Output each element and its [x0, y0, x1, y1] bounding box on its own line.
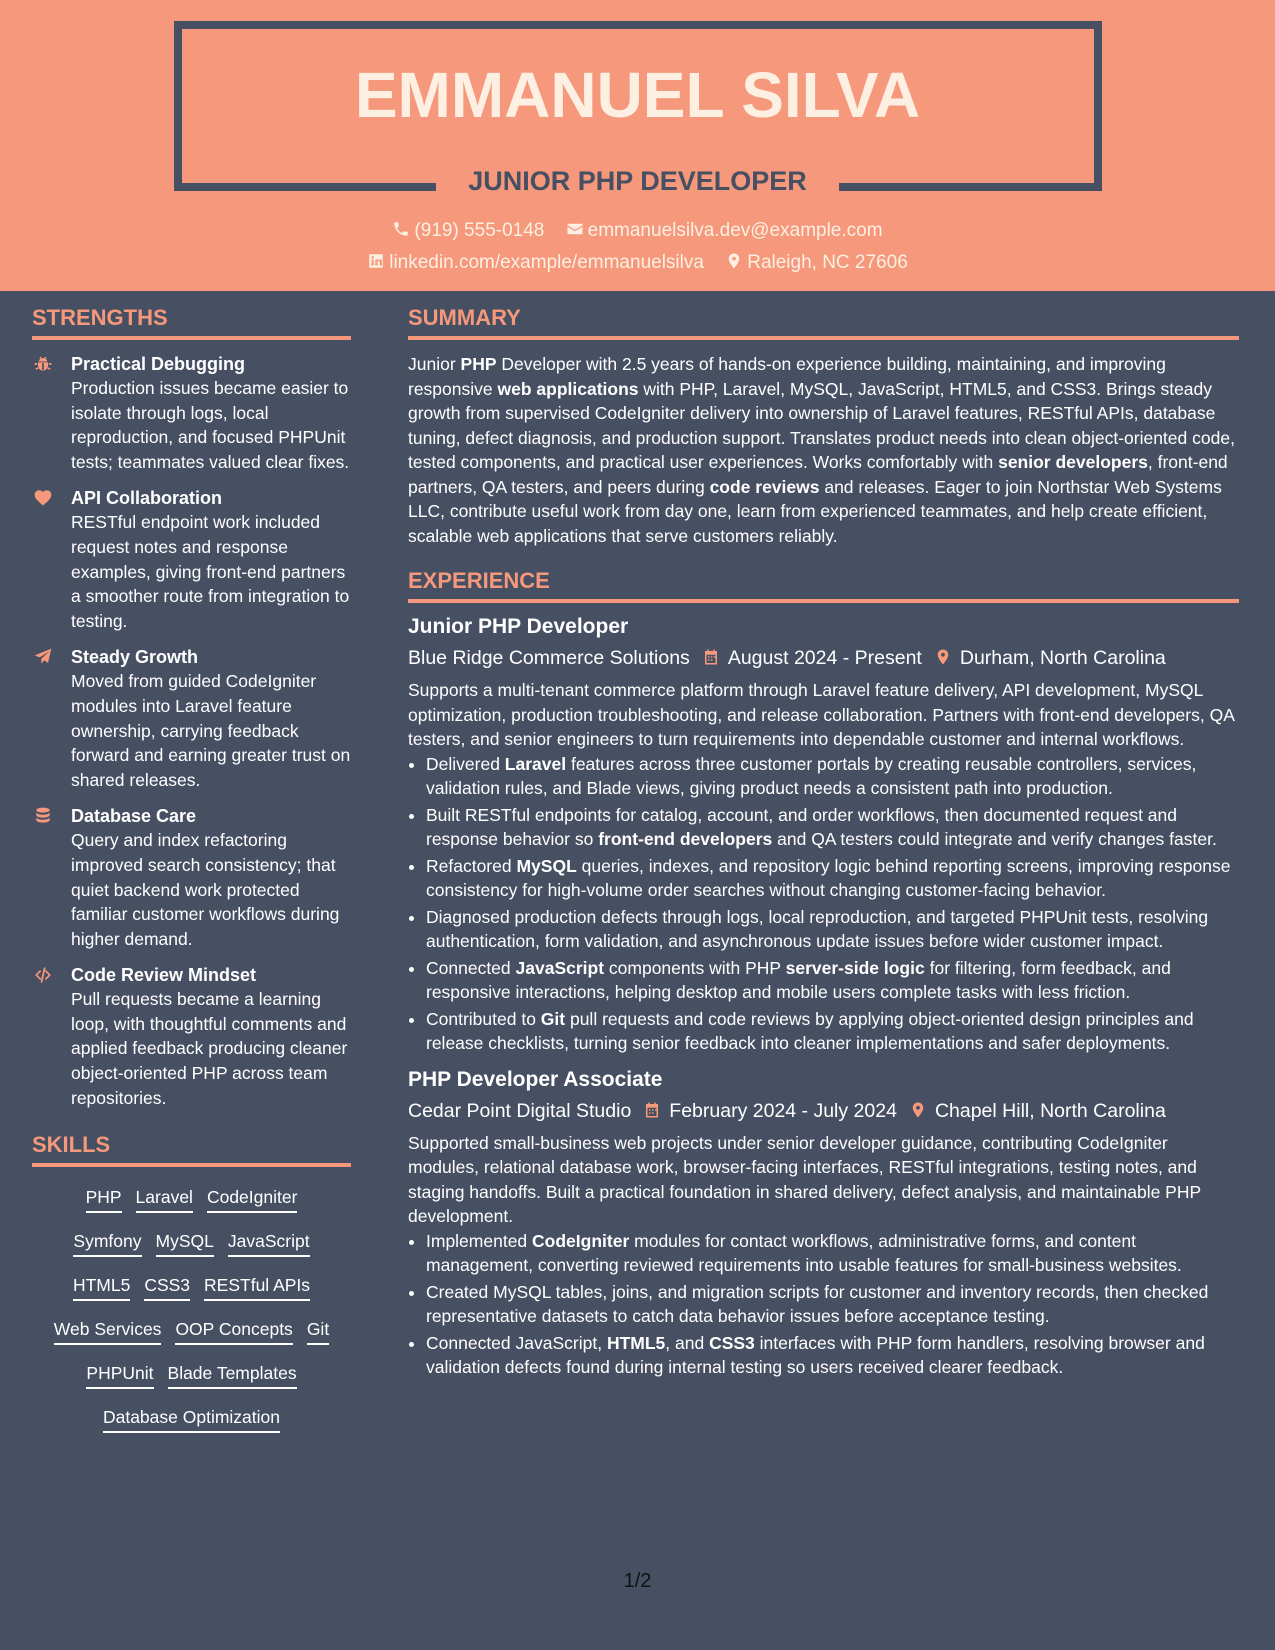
bullet-item: • Refactored MySQL queries, indexes, and repository logic behind reporting screens, improving response consistency for high-volume order searches without changing customer-facing behavior.: [426, 854, 1239, 903]
calendar-icon: [643, 1100, 661, 1120]
job-meta: [408, 1100, 1239, 1123]
strength-title: Practical Debugging: [71, 354, 246, 374]
database-icon: [32, 806, 54, 826]
skill-tag: CSS3: [144, 1273, 190, 1301]
contact-row-2: [0, 252, 1275, 274]
strength-desc: RESTful endpoint work included request notes and response examples, giving front-end partners a smoother route from integration to testing.: [71, 512, 350, 631]
strength-desc: Query and index refactoring improved search consistency; that quiet backend work protected familiar customer workflows during higher demand.: [71, 830, 340, 949]
job-entry: [408, 1068, 1239, 1380]
location-item: [725, 252, 908, 274]
bullet-item: • Delivered Laravel features across three customer portals by creating reusable controllers, services, validation rules, and Blade views, giving product needs a consistent path into production.: [426, 752, 1239, 801]
phone-icon: [392, 220, 410, 238]
email-text[interactable]: emmanuelsilva.dev@example.com: [587, 220, 883, 241]
strength-item: [32, 645, 351, 792]
paper-plane-icon: [32, 647, 54, 667]
linkedin-icon: [367, 252, 385, 270]
skill-tag: Laravel: [136, 1185, 193, 1213]
skill-tag: Blade Templates: [168, 1361, 297, 1389]
strength-desc: Production issues became easier to isolate through logs, local reproduction, and focused PHPUnit tests; teammates valued clear fixes.: [71, 378, 350, 472]
skill-tag: RESTful APIs: [204, 1273, 310, 1301]
strength-item: [32, 963, 351, 1110]
summary-heading: SUMMARY: [408, 305, 1239, 340]
job-description: Supported small-business web projects under senior developer guidance, contributing CodeIgniter modules, relational database work, browser-facing interfaces, RESTful integrations, testing notes, and staging handoffs. Built a practical foundation in shared delivery, defect analysis, and maintainable PHP development.: [408, 1132, 1201, 1226]
strength-desc: Moved from guided CodeIgniter modules into Laravel feature ownership, carrying feedback forward and earning greater trust on shared releases.: [71, 671, 351, 790]
map-pin-icon: [725, 252, 743, 270]
job-title: JUNIOR PHP DEVELOPER: [468, 166, 807, 196]
email-item[interactable]: [566, 220, 883, 242]
header-banner: [0, 0, 1275, 291]
skill-tag: Git: [307, 1317, 329, 1345]
heart-icon: [32, 488, 54, 508]
linkedin-text[interactable]: linkedin.com/example/emmanuelsilva: [389, 252, 704, 273]
skill-tag: MySQL: [156, 1229, 214, 1257]
job-title-line: PHP Developer Associate: [408, 1067, 663, 1091]
skill-tag: Database Optimization: [103, 1405, 280, 1433]
bug-icon: [32, 354, 54, 374]
strength-item: [32, 486, 351, 633]
job-title-line: Junior PHP Developer: [408, 615, 629, 638]
job-bullets: [426, 1229, 1239, 1380]
job-dates: February 2024 - July 2024: [669, 1099, 897, 1122]
phone-item: [392, 220, 544, 242]
bullet-item: • Built RESTful endpoints for catalog, account, and order workflows, then documented request and response behavior so front-end developers and QA testers could integrate and verify changes faster.: [426, 803, 1239, 852]
bullet-item: • Connected JavaScript components with PHP server-side logic for filtering, form feedback, and responsive interactions, helping desktop and mobile users complete tasks with less friction.: [426, 956, 1239, 1005]
bullet-item: • Created MySQL tables, joins, and migration scripts for customer and inventory records, then checked representative datasets to catch data behavior issues before acceptance testing.: [426, 1280, 1239, 1329]
bullet-item: • Implemented CodeIgniter modules for contact workflows, administrative forms, and content management, converting reviewed requirements into usable features for small-business websites.: [426, 1229, 1239, 1278]
job-location: Chapel Hill, North Carolina: [934, 1099, 1166, 1122]
right-column: [408, 305, 1239, 1392]
bullet-item: • Diagnosed production defects through logs, local reproduction, and targeted PHPUnit tests, resolving authentication, form validation, and asynchronous update issues before wider customer impact.: [426, 905, 1239, 954]
strength-title: Steady Growth: [71, 647, 199, 668]
linkedin-item[interactable]: [367, 252, 704, 274]
location-text: Raleigh, NC 27606: [747, 252, 908, 273]
map-pin-icon: [909, 1100, 927, 1120]
phone-text: (919) 555-0148: [414, 220, 545, 241]
map-pin-icon: [934, 647, 952, 667]
summary-text: Junior PHP Developer with 2.5 years of hands-on experience building, maintaining, and improving responsive web applications with PHP, Laravel, MySQL, JavaScript, HTML5, and CSS3. Brings steady growth from supervised CodeIgniter delivery into ownership of Laravel features, RESTful APIs, database tuning, defect diagnosis, and production support. Translates product needs into clean object-oriented code, tested components, and practical user experiences. Works comfortably with senior developers, front-end partners, QA testers, and peers during code reviews and releases. Eager to join Northstar Web Systems LLC, contribute useful work from day one, learn from experienced teammates, and help create efficient, scalable web applications that serve customers reliably.: [408, 354, 1235, 546]
skill-tag: PHPUnit: [86, 1361, 153, 1389]
skill-tag: Symfony: [73, 1229, 141, 1257]
page-number: 1/2: [623, 1570, 652, 1592]
job-bullets: [426, 752, 1239, 1056]
skill-tag: CodeIgniter: [207, 1185, 297, 1213]
skills-list: [32, 1185, 351, 1449]
strengths-heading: STRENGTHS: [32, 305, 351, 340]
strength-title: Code Review Mindset: [71, 965, 257, 986]
job-description: Supports a multi-tenant commerce platform through Laravel feature delivery, API development, MySQL optimization, production troubleshooting, and release collaboration. Partners with front-end developers, QA testers, and senior engineers to turn requirements into dependable customer and internal workflows.: [408, 680, 1234, 749]
strength-title: API Collaboration: [71, 488, 223, 509]
experience-heading: EXPERIENCE: [408, 568, 1239, 603]
strength-item: [32, 352, 351, 474]
skill-tag: HTML5: [73, 1273, 130, 1301]
envelope-icon: [566, 220, 584, 238]
calendar-icon: [702, 647, 720, 667]
job-company: Blue Ridge Commerce Solutions: [408, 647, 690, 669]
skill-tag: OOP Concepts: [175, 1317, 292, 1345]
skill-tag: PHP: [86, 1185, 122, 1213]
bullet-item: • Contributed to Git pull requests and code reviews by applying object-oriented design principles and release checklists, turning senior feedback into cleaner implementations and safer deployments.: [426, 1007, 1239, 1056]
strength-title: Database Care: [71, 806, 197, 827]
skill-tag: JavaScript: [228, 1229, 310, 1257]
job-entry: [408, 615, 1239, 1056]
strength-item: [32, 804, 351, 951]
strength-desc: Pull requests became a learning loop, with thoughtful comments and applied feedback producing cleaner object-oriented PHP across team repositories.: [71, 989, 348, 1108]
skill-tag: Web Services: [54, 1317, 162, 1345]
contact-row-1: [0, 220, 1275, 242]
code-icon: [32, 965, 54, 985]
job-meta: [408, 647, 1239, 670]
job-location: Durham, North Carolina: [959, 647, 1166, 669]
candidate-name: EMMANUEL SILVA: [354, 59, 921, 131]
left-column: [32, 305, 351, 1449]
bullet-item: • Connected JavaScript, HTML5, and CSS3 interfaces with PHP form handlers, resolving browser and validation defects found during internal testing so users received clearer feedback.: [426, 1331, 1239, 1380]
skills-heading: SKILLS: [32, 1132, 351, 1167]
job-dates: August 2024 - Present: [727, 647, 922, 669]
job-company: Cedar Point Digital Studio: [408, 1099, 632, 1122]
